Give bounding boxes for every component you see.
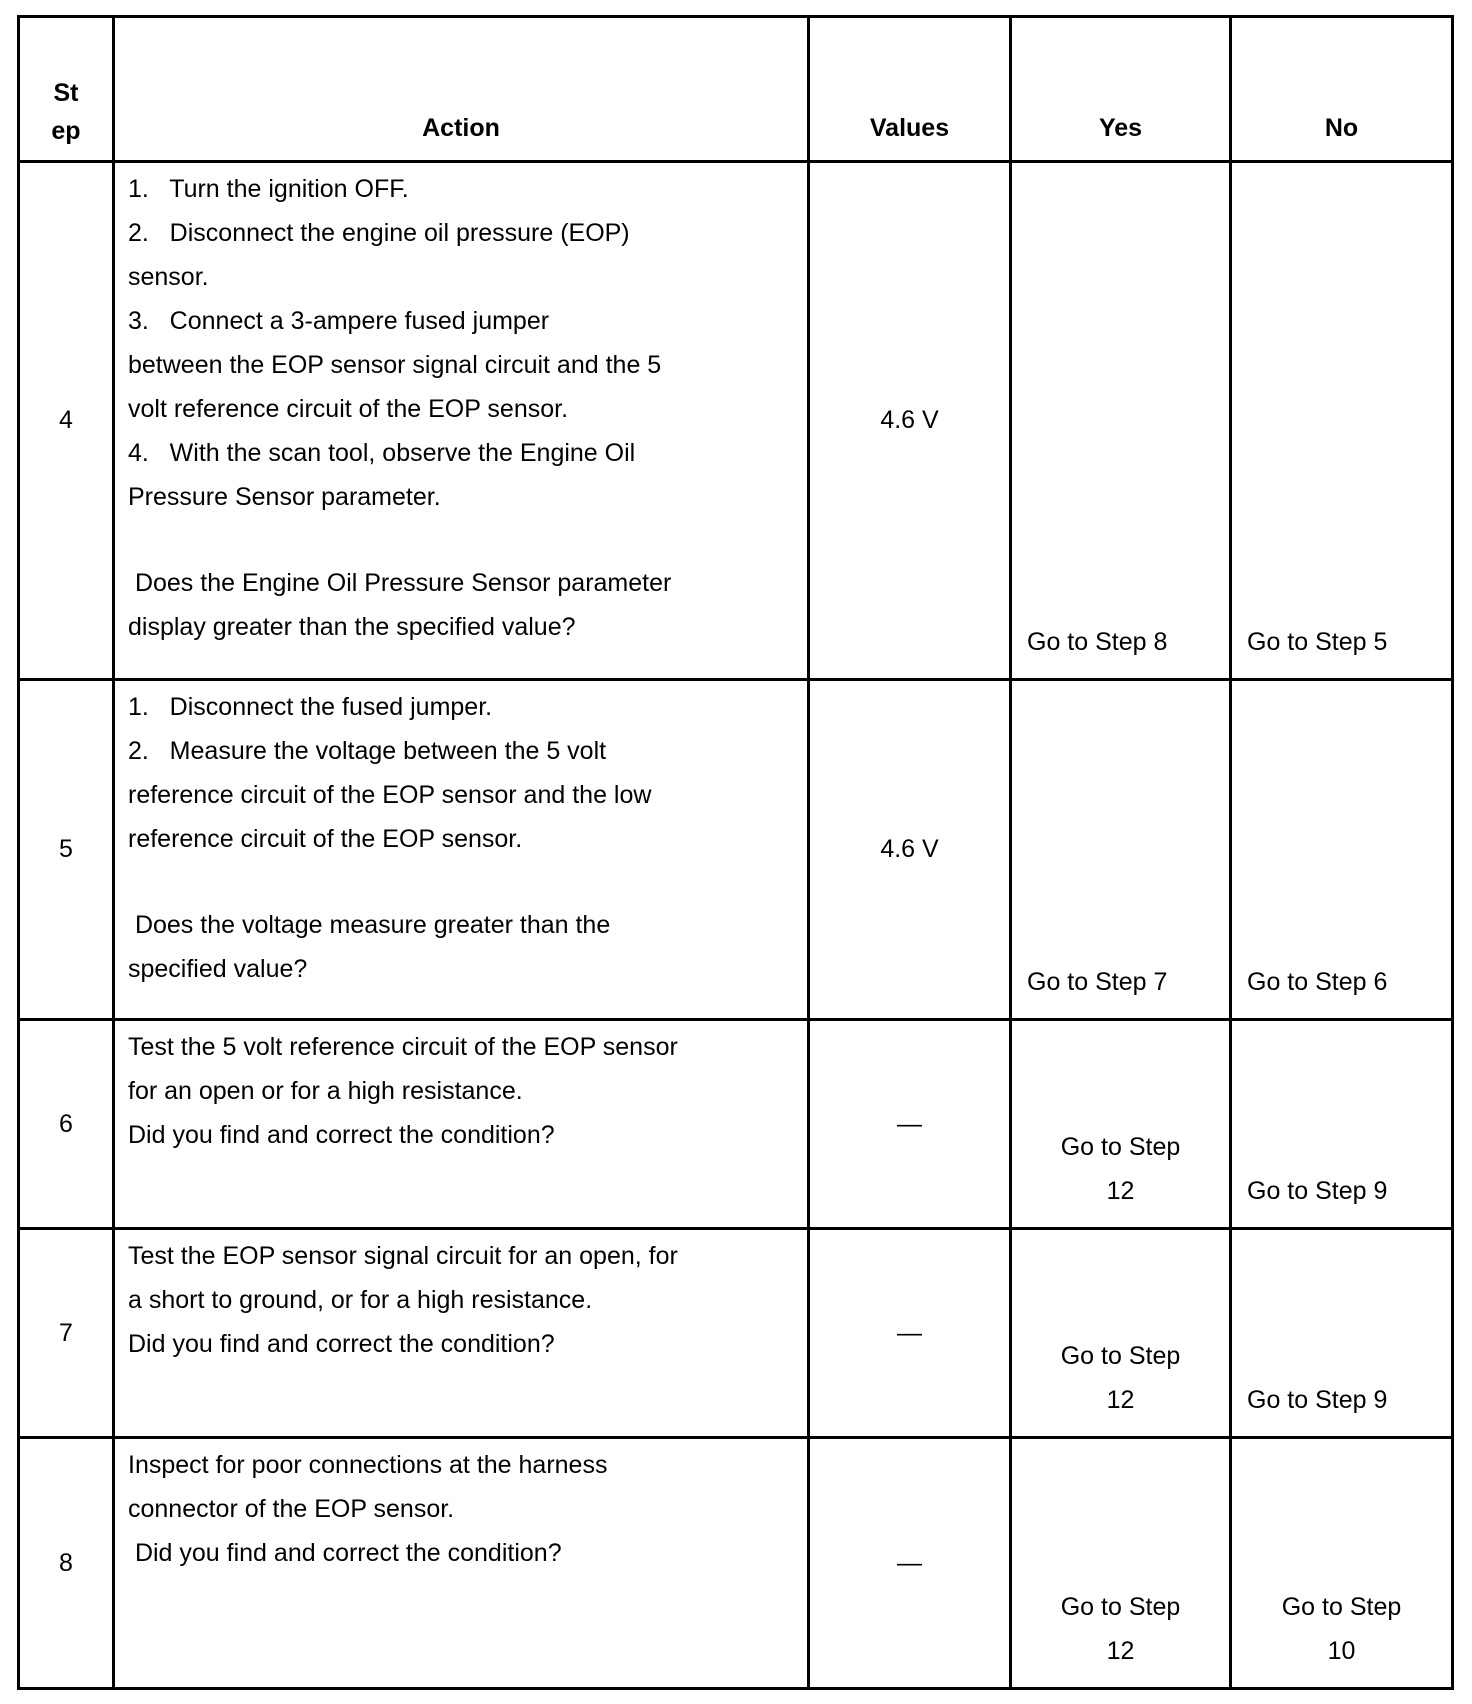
action-cell bbox=[114, 1020, 809, 1229]
action-line: Did you find and correct the condition? bbox=[128, 1121, 555, 1149]
step-number: 8 bbox=[19, 1438, 114, 1689]
yes-line: Go to Step bbox=[1060, 1342, 1181, 1370]
value-cell: — bbox=[809, 1020, 1011, 1229]
no-line: Go to Step 5 bbox=[1247, 628, 1388, 656]
header-no-label: No bbox=[1324, 114, 1359, 142]
yes-cell bbox=[1011, 162, 1231, 680]
value-cell: 4.6 V bbox=[809, 680, 1011, 1020]
action-line: reference circuit of the EOP sensor. bbox=[128, 825, 523, 853]
header-step-line1: St bbox=[53, 79, 79, 107]
action-cell bbox=[114, 680, 809, 1020]
action-line: connector of the EOP sensor. bbox=[128, 1495, 455, 1523]
no-line: Go to Step bbox=[1281, 1593, 1402, 1621]
action-line: 1. Turn the ignition OFF. bbox=[128, 175, 409, 203]
no-cell bbox=[1231, 1020, 1453, 1229]
table-row bbox=[19, 162, 1453, 680]
header-step-line2: ep bbox=[51, 117, 81, 145]
no-line: Go to Step 6 bbox=[1247, 968, 1388, 996]
value-cell: 4.6 V bbox=[809, 162, 1011, 680]
step-number: 4 bbox=[19, 162, 114, 680]
step-number: 6 bbox=[19, 1020, 114, 1229]
yes-line: Go to Step 7 bbox=[1027, 968, 1168, 996]
question-line: display greater than the specified value? bbox=[128, 613, 576, 641]
action-line: Pressure Sensor parameter. bbox=[128, 483, 441, 511]
action-line: 2. Disconnect the engine oil pressure (EOP) bbox=[128, 219, 630, 247]
header-yes-label: Yes bbox=[1098, 114, 1143, 142]
action-cell bbox=[114, 1438, 809, 1689]
yes-cell bbox=[1011, 680, 1231, 1020]
no-line: 10 bbox=[1327, 1637, 1356, 1665]
step-number: 5 bbox=[19, 680, 114, 1020]
question-line: Does the voltage measure greater than the bbox=[128, 911, 611, 939]
blank-line bbox=[128, 861, 807, 903]
action-line: sensor. bbox=[128, 263, 209, 291]
header-values bbox=[809, 17, 1011, 162]
action-cell bbox=[114, 162, 809, 680]
no-cell bbox=[1231, 1229, 1453, 1438]
diagnostic-table bbox=[17, 15, 1454, 1690]
yes-cell bbox=[1011, 1229, 1231, 1438]
action-line: 1. Disconnect the fused jumper. bbox=[128, 693, 493, 721]
no-cell bbox=[1231, 162, 1453, 680]
action-line: volt reference circuit of the EOP sensor. bbox=[128, 395, 569, 423]
yes-line: 12 bbox=[1106, 1386, 1135, 1414]
action-line: reference circuit of the EOP sensor and the low bbox=[128, 781, 652, 809]
yes-line: Go to Step bbox=[1060, 1593, 1181, 1621]
table-row bbox=[19, 1020, 1453, 1229]
question-line: specified value? bbox=[128, 955, 308, 983]
action-cell bbox=[114, 1229, 809, 1438]
action-line: Test the 5 volt reference circuit of the EOP sensor bbox=[128, 1033, 678, 1061]
header-step bbox=[19, 17, 114, 162]
no-line: Go to Step 9 bbox=[1247, 1386, 1388, 1414]
header-action-label: Action bbox=[422, 114, 500, 142]
yes-line: Go to Step bbox=[1060, 1133, 1181, 1161]
action-line: Did you find and correct the condition? bbox=[128, 1539, 562, 1567]
header-yes bbox=[1011, 17, 1231, 162]
yes-line: Go to Step 8 bbox=[1027, 628, 1168, 656]
header-no bbox=[1231, 17, 1453, 162]
no-line: Go to Step 9 bbox=[1247, 1177, 1388, 1205]
yes-line: 12 bbox=[1106, 1637, 1135, 1665]
question-line: Does the Engine Oil Pressure Sensor parameter bbox=[128, 569, 672, 597]
header-row bbox=[19, 17, 1453, 162]
action-line: 4. With the scan tool, observe the Engine Oil bbox=[128, 439, 636, 467]
header-action bbox=[114, 17, 809, 162]
value-cell: — bbox=[809, 1438, 1011, 1689]
action-line: Inspect for poor connections at the harness bbox=[128, 1451, 608, 1479]
table-row bbox=[19, 1229, 1453, 1438]
action-line: a short to ground, or for a high resistance. bbox=[128, 1286, 593, 1314]
action-line: 2. Measure the voltage between the 5 volt bbox=[128, 737, 607, 765]
table-row bbox=[19, 1438, 1453, 1689]
yes-cell bbox=[1011, 1438, 1231, 1689]
table-row bbox=[19, 680, 1453, 1020]
step-number: 7 bbox=[19, 1229, 114, 1438]
yes-line: 12 bbox=[1106, 1177, 1135, 1205]
value-cell: — bbox=[809, 1229, 1011, 1438]
action-line: Did you find and correct the condition? bbox=[128, 1330, 555, 1358]
action-line: for an open or for a high resistance. bbox=[128, 1077, 523, 1105]
no-cell bbox=[1231, 680, 1453, 1020]
header-values-label: Values bbox=[869, 114, 950, 142]
action-line: between the EOP sensor signal circuit and the 5 bbox=[128, 351, 662, 379]
no-cell bbox=[1231, 1438, 1453, 1689]
action-line: 3. Connect a 3-ampere fused jumper bbox=[128, 307, 550, 335]
action-line: Test the EOP sensor signal circuit for an open, for bbox=[128, 1242, 678, 1270]
yes-cell bbox=[1011, 1020, 1231, 1229]
blank-line bbox=[128, 519, 807, 561]
